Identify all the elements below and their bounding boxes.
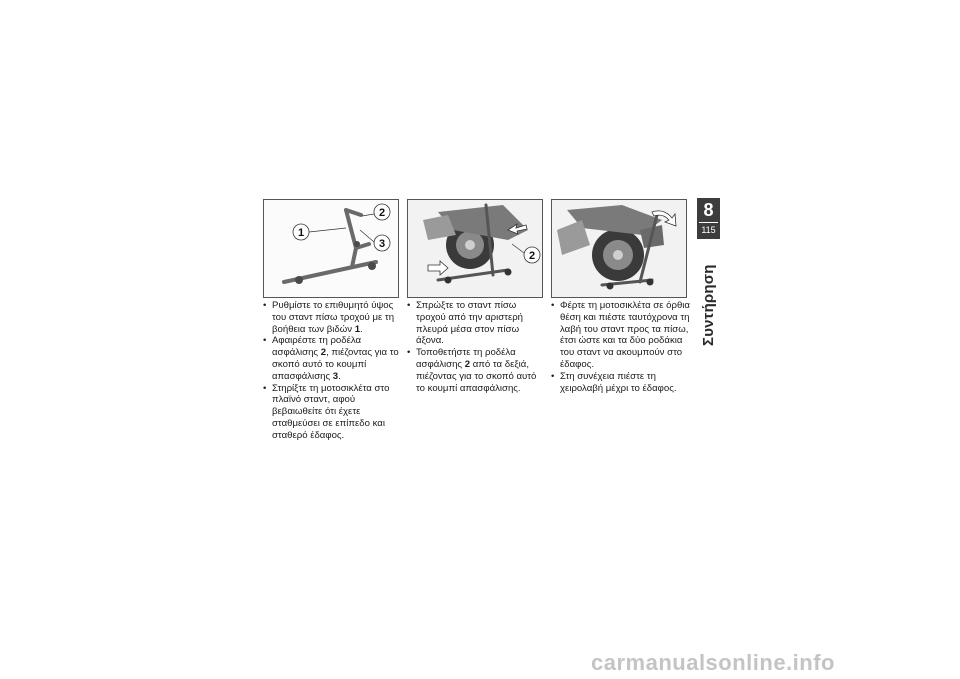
list-item: • Σπρώξτε το σταντ πίσω τροχού από την αριστερή πλευρά μέσα στον πίσω άξονα. [407,300,547,347]
chapter-divider [699,222,718,223]
callout-2: 2 [378,207,386,219]
figure-motorcycle-lift [551,199,687,298]
callout-1: 1 [297,227,305,239]
chapter-number: 8 [703,200,714,220]
motorcycle-lift-illustration [552,200,686,297]
list-item: • Ρυθμίστε το επιθυμητό ύψος του σταντ πίσω τροχού με τη βοήθεια των βιδών 1. [263,300,403,335]
figure-stand-adjustment [263,199,399,298]
list-item: • Στηρίξτε τη μοτοσικλέτα στο πλαϊνό σταντ, αφού βεβαιωθείτε ότι έχετε σταθμεύσει σε επίπεδο και σταθερό έδαφος. [263,383,403,442]
callout-3: 3 [378,238,386,250]
motorcycle-rear-illustration [408,200,542,297]
chapter-title: Συντήρηση [700,264,717,346]
instruction-list [551,300,691,394]
instruction-column-1 [263,300,403,442]
instruction-list [263,300,403,442]
stand-illustration [264,200,398,297]
instruction-list [407,300,547,394]
list-item: • Τοποθετήστε τη ροδέλα ασφάλισης 2 από τα δεξιά, πιέζοντας για το σκοπό αυτό το κουμπί απασφάλισης. [407,347,547,394]
callout-2: 2 [528,250,536,262]
list-item: • Αφαιρέστε τη ροδέλα ασφάλισης 2, πιέζοντας για το σκοπό αυτό το κουμπί απασφάλισης 3. [263,335,403,382]
instruction-column-2 [407,300,547,394]
watermark: carmanualsonline.info [591,650,835,675]
figure-stand-insertion [407,199,543,298]
list-item: • Στη συνέχεια πιέστε τη χειρολαβή μέχρι το έδαφος. [551,371,691,395]
instruction-column-3 [551,300,691,394]
chapter-tab [697,198,720,239]
list-item: • Φέρτε τη μοτοσικλέτα σε όρθια θέση και πιέστε ταυτόχρονα τη λαβή του σταντ προς τα πίσω, έτσι ώστε και τα δύο ροδάκια του σταντ να ακουμπούν στο έδαφος. [551,300,691,371]
page-number: 115 [701,225,716,235]
